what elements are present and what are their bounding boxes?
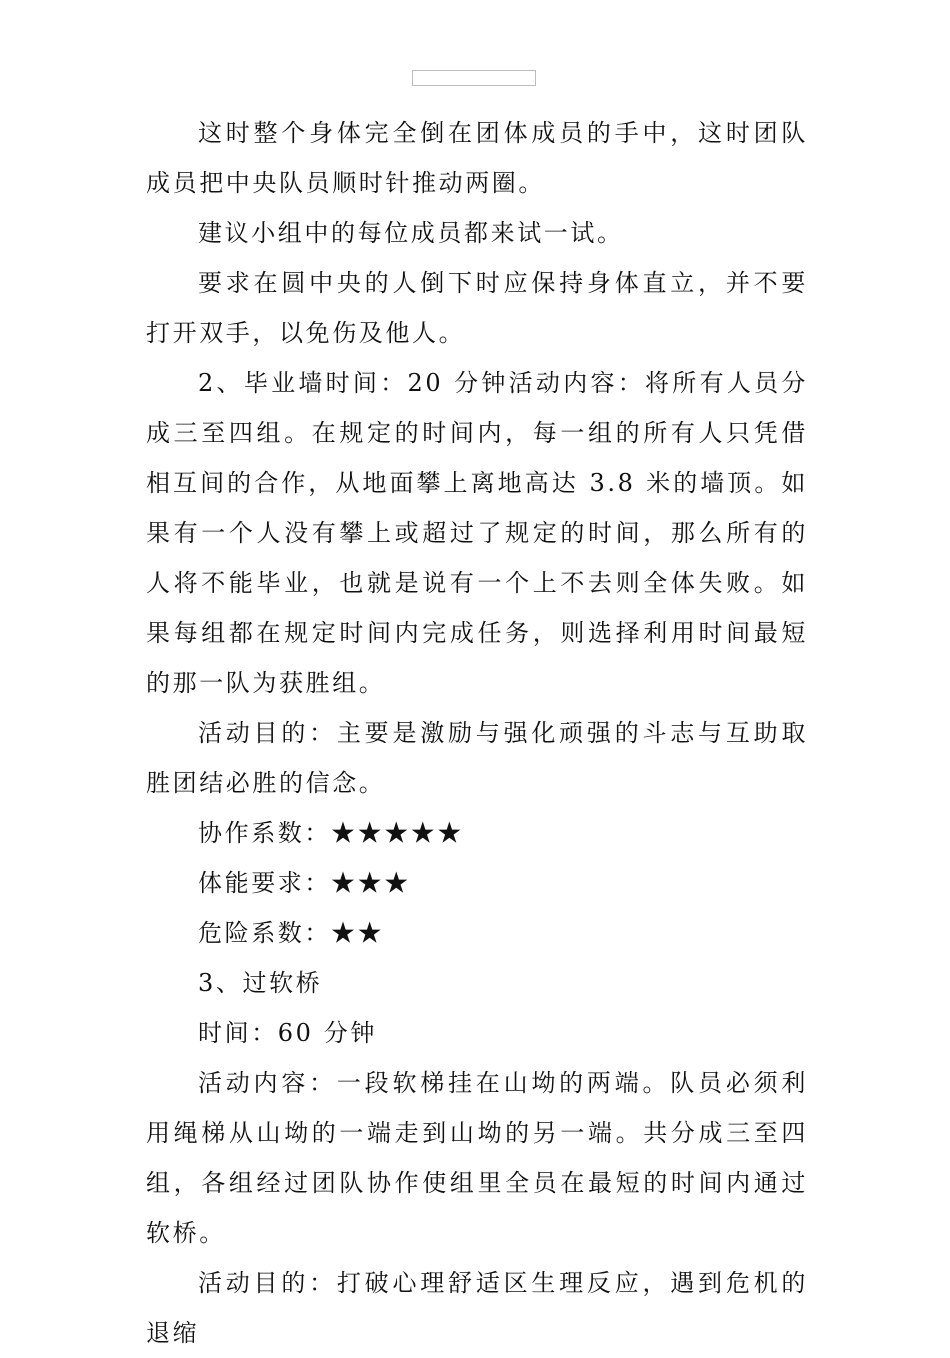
paragraph-bridge-content: 活动内容：一段软梯挂在山坳的两端。队员必须利用绳梯从山坳的一端走到山坳的另一端。共分成三至四组，各组经过团队协作使组里全员在最短的时间内通过软桥。 [146,1069,808,1247]
page-header-box [412,70,536,86]
bridge-time: 时间：60 分钟 [198,1019,377,1047]
paragraph-wall-goal: 活动目的：主要是激励与强化顽强的斗志与互助取胜团结必胜的信念。 [146,719,808,797]
paragraph-bridge-goal: 活动目的：打破心理舒适区生理反应，遇到危机的退缩 [146,1269,808,1347]
rating-cooperation: 协作系数：★★★★★ [198,819,464,847]
rating-danger: 危险系数：★★ [198,919,385,947]
document-body [146,108,808,1358]
paragraph-requirement: 要求在圆中央的人倒下时应保持身体直立，并不要打开双手，以免伤及他人。 [146,269,808,347]
paragraph-fall-circle: 这时整个身体完全倒在团体成员的手中，这时团队成员把中央队员顺时针推动两圈。 [146,119,808,197]
rating-fitness: 体能要求：★★★ [198,869,411,897]
paragraph-graduation-wall: 2、毕业墙时间：20 分钟活动内容：将所有人员分成三至四组。在规定的时间内，每一组的所有人只凭借相互间的合作，从地面攀上离地高达 3.8 米的墙顶。如果有一个人没有攀上或超过了规定的时间，那么所有的人将不能毕业，也就是说有一个上不去则全体失败。如果每组都在规定时间内完成任务，则选择利用时间最短的那一队为获胜组。 [146,369,808,697]
paragraph-suggestion: 建议小组中的每位成员都来试一试。 [198,219,624,247]
section-title-soft-bridge: 3、过软桥 [198,969,323,997]
